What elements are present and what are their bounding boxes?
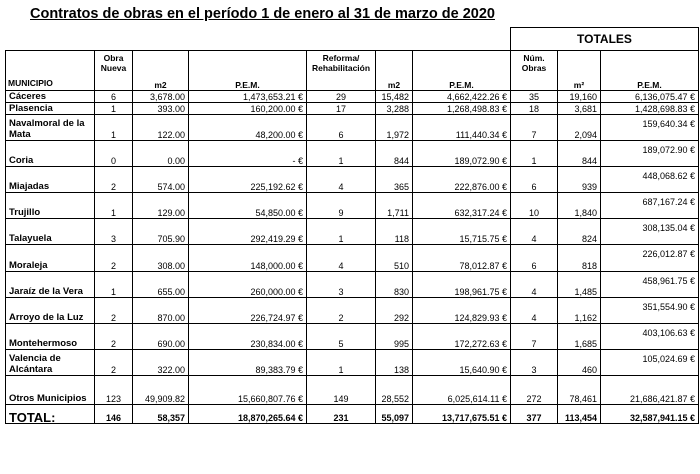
table-row: [6, 91, 699, 103]
cell-reforma: 5: [307, 324, 376, 350]
cell-pem-nueva: 18,870,265.64 €: [189, 405, 307, 424]
cell-pem-total: 105,024.69 €: [601, 350, 699, 376]
cell-obra-nueva: 3: [95, 219, 133, 245]
cell-num-obras: 7: [511, 115, 558, 141]
cell-municipio: Otros Municipios: [6, 376, 95, 405]
table-row: [6, 141, 699, 167]
cell-pem-nueva: 54,850.00 €: [189, 193, 307, 219]
cell-pem-total: 458,961.75 €: [601, 272, 699, 298]
cell-num-obras: 18: [511, 103, 558, 115]
cell-m2-reforma: 55,097: [376, 405, 413, 424]
table-row: [6, 298, 699, 324]
cell-obra-nueva: 2: [95, 298, 133, 324]
cell-m2-nueva: 0.00: [133, 141, 189, 167]
cell-pem-reforma: 6,025,614.11 €: [413, 376, 511, 405]
total-row: [6, 405, 699, 424]
header-num-obras: Núm. Obras: [511, 51, 558, 91]
cell-municipio: Navalmoral de la Mata: [6, 115, 95, 141]
header-m2-nueva: m2: [133, 51, 189, 91]
cell-reforma: 231: [307, 405, 376, 424]
cell-municipio: Arroyo de la Luz: [6, 298, 95, 324]
cell-pem-nueva: 89,383.79 €: [189, 350, 307, 376]
cell-municipio: TOTAL:: [6, 405, 95, 424]
table-row: [6, 167, 699, 193]
cell-municipio: Miajadas: [6, 167, 95, 193]
cell-m2-nueva: 705.90: [133, 219, 189, 245]
cell-m2-total: 78,461: [558, 376, 601, 405]
cell-pem-reforma: 1,268,498.83 €: [413, 103, 511, 115]
cell-pem-reforma: 15,640.90 €: [413, 350, 511, 376]
cell-pem-total: 189,072.90 €: [601, 141, 699, 167]
cell-m2-nueva: 122.00: [133, 115, 189, 141]
cell-m2-reforma: 844: [376, 141, 413, 167]
contracts-table: [5, 27, 699, 424]
cell-pem-total: 6,136,075.47 €: [601, 91, 699, 103]
cell-municipio: Valencia de Alcántara: [6, 350, 95, 376]
table-row: [6, 350, 699, 376]
cell-num-obras: 6: [511, 167, 558, 193]
cell-m2-total: 2,094: [558, 115, 601, 141]
cell-m2-reforma: 118: [376, 219, 413, 245]
cell-m2-nueva: 655.00: [133, 272, 189, 298]
cell-num-obras: 7: [511, 324, 558, 350]
header-m2-reforma: m2: [376, 51, 413, 91]
cell-obra-nueva: 2: [95, 167, 133, 193]
cell-m2-reforma: 28,552: [376, 376, 413, 405]
cell-obra-nueva: 1: [95, 193, 133, 219]
header-m2-total: m²: [558, 51, 601, 91]
cell-pem-total: 403,106.63 €: [601, 324, 699, 350]
header-obra-nueva: Obra Nueva: [95, 51, 133, 91]
cell-obra-nueva: 0: [95, 141, 133, 167]
cell-municipio: Moraleja: [6, 245, 95, 272]
cell-reforma: 1: [307, 219, 376, 245]
cell-m2-total: 19,160: [558, 91, 601, 103]
cell-reforma: 6: [307, 115, 376, 141]
cell-m2-nueva: 58,357: [133, 405, 189, 424]
cell-num-obras: 377: [511, 405, 558, 424]
cell-m2-nueva: 308.00: [133, 245, 189, 272]
cell-reforma: 4: [307, 245, 376, 272]
header-reforma: Reforma/ Rehabilitación: [307, 51, 376, 91]
cell-obra-nueva: 6: [95, 91, 133, 103]
cell-obra-nueva: 146: [95, 405, 133, 424]
cell-m2-reforma: 15,482: [376, 91, 413, 103]
cell-municipio: Talayuela: [6, 219, 95, 245]
cell-pem-reforma: 4,662,422.26 €: [413, 91, 511, 103]
cell-pem-nueva: 48,200.00 €: [189, 115, 307, 141]
cell-m2-nueva: 393.00: [133, 103, 189, 115]
cell-pem-reforma: 78,012.87 €: [413, 245, 511, 272]
cell-num-obras: 6: [511, 245, 558, 272]
cell-pem-reforma: 15,715.75 €: [413, 219, 511, 245]
page-title: Contratos de obras en el período 1 de enero al 31 de marzo de 2020: [30, 6, 495, 22]
cell-pem-reforma: 111,440.34 €: [413, 115, 511, 141]
cell-m2-total: 939: [558, 167, 601, 193]
cell-pem-total: 351,554.90 €: [601, 298, 699, 324]
cell-m2-reforma: 292: [376, 298, 413, 324]
cell-reforma: 1: [307, 141, 376, 167]
cell-pem-reforma: 172,272.63 €: [413, 324, 511, 350]
cell-m2-reforma: 3,288: [376, 103, 413, 115]
cell-reforma: 149: [307, 376, 376, 405]
cell-pem-reforma: 124,829.93 €: [413, 298, 511, 324]
cell-pem-total: 1,428,698.83 €: [601, 103, 699, 115]
cell-pem-nueva: 225,192.62 €: [189, 167, 307, 193]
cell-pem-total: 448,068.62 €: [601, 167, 699, 193]
cell-m2-total: 818: [558, 245, 601, 272]
cell-num-obras: 10: [511, 193, 558, 219]
cell-m2-nueva: 3,678.00: [133, 91, 189, 103]
cell-num-obras: 4: [511, 272, 558, 298]
cell-pem-total: 21,686,421.87 €: [601, 376, 699, 405]
cell-reforma: 1: [307, 350, 376, 376]
cell-reforma: 2: [307, 298, 376, 324]
cell-pem-nueva: 1,473,653.21 €: [189, 91, 307, 103]
table-row: [6, 193, 699, 219]
cell-reforma: 4: [307, 167, 376, 193]
cell-municipio: Montehermoso: [6, 324, 95, 350]
cell-obra-nueva: 1: [95, 115, 133, 141]
cell-obra-nueva: 2: [95, 324, 133, 350]
header-municipio: MUNICIPIO: [6, 51, 95, 91]
cell-pem-total: 32,587,941.15 €: [601, 405, 699, 424]
cell-m2-reforma: 138: [376, 350, 413, 376]
cell-municipio: Cáceres: [6, 91, 95, 103]
header-pem-reforma: P.E.M.: [413, 51, 511, 91]
cell-obra-nueva: 2: [95, 350, 133, 376]
cell-pem-reforma: 222,876.00 €: [413, 167, 511, 193]
cell-num-obras: 35: [511, 91, 558, 103]
cell-pem-nueva: 148,000.00 €: [189, 245, 307, 272]
cell-m2-nueva: 322.00: [133, 350, 189, 376]
cell-reforma: 3: [307, 272, 376, 298]
cell-m2-nueva: 690.00: [133, 324, 189, 350]
table-row: [6, 115, 699, 141]
cell-pem-nueva: 15,660,807.76 €: [189, 376, 307, 405]
cell-m2-total: 113,454: [558, 405, 601, 424]
cell-pem-total: 226,012.87 €: [601, 245, 699, 272]
cell-pem-nueva: 226,724.97 €: [189, 298, 307, 324]
cell-m2-total: 824: [558, 219, 601, 245]
cell-obra-nueva: 123: [95, 376, 133, 405]
table-row: [6, 103, 699, 115]
cell-pem-reforma: 632,317.24 €: [413, 193, 511, 219]
cell-m2-reforma: 510: [376, 245, 413, 272]
cell-pem-nueva: - €: [189, 141, 307, 167]
cell-pem-nueva: 160,200.00 €: [189, 103, 307, 115]
cell-pem-nueva: 230,834.00 €: [189, 324, 307, 350]
cell-m2-nueva: 574.00: [133, 167, 189, 193]
cell-pem-total: 687,167.24 €: [601, 193, 699, 219]
cell-pem-reforma: 13,717,675.51 €: [413, 405, 511, 424]
cell-num-obras: 272: [511, 376, 558, 405]
cell-pem-nueva: 292,419.29 €: [189, 219, 307, 245]
cell-m2-total: 460: [558, 350, 601, 376]
cell-m2-reforma: 1,711: [376, 193, 413, 219]
cell-num-obras: 1: [511, 141, 558, 167]
cell-m2-reforma: 995: [376, 324, 413, 350]
table-row: [6, 245, 699, 272]
totales-header: TOTALES: [511, 28, 699, 51]
cell-reforma: 9: [307, 193, 376, 219]
table-row: [6, 272, 699, 298]
cell-municipio: Plasencia: [6, 103, 95, 115]
cell-pem-total: 308,135.04 €: [601, 219, 699, 245]
cell-pem-nueva: 260,000.00 €: [189, 272, 307, 298]
cell-num-obras: 3: [511, 350, 558, 376]
cell-pem-reforma: 189,072.90 €: [413, 141, 511, 167]
cell-pem-total: 159,640.34 €: [601, 115, 699, 141]
cell-m2-total: 844: [558, 141, 601, 167]
cell-m2-nueva: 870.00: [133, 298, 189, 324]
header-pem-nueva: P.E.M.: [189, 51, 307, 91]
cell-m2-nueva: 49,909.82: [133, 376, 189, 405]
cell-m2-reforma: 365: [376, 167, 413, 193]
cell-m2-total: 1,685: [558, 324, 601, 350]
cell-obra-nueva: 1: [95, 272, 133, 298]
table-row: [6, 219, 699, 245]
cell-reforma: 17: [307, 103, 376, 115]
table-row: [6, 376, 699, 405]
cell-num-obras: 4: [511, 219, 558, 245]
cell-obra-nueva: 1: [95, 103, 133, 115]
cell-obra-nueva: 2: [95, 245, 133, 272]
cell-num-obras: 4: [511, 298, 558, 324]
table-row: [6, 324, 699, 350]
cell-m2-total: 1,840: [558, 193, 601, 219]
cell-m2-total: 3,681: [558, 103, 601, 115]
cell-municipio: Jaraíz de la Vera: [6, 272, 95, 298]
cell-m2-total: 1,162: [558, 298, 601, 324]
cell-m2-nueva: 129.00: [133, 193, 189, 219]
cell-municipio: Trujillo: [6, 193, 95, 219]
cell-pem-reforma: 198,961.75 €: [413, 272, 511, 298]
cell-m2-reforma: 1,972: [376, 115, 413, 141]
cell-m2-reforma: 830: [376, 272, 413, 298]
cell-municipio: Coria: [6, 141, 95, 167]
cell-m2-total: 1,485: [558, 272, 601, 298]
header-pem-total: P.E.M.: [601, 51, 699, 91]
cell-reforma: 29: [307, 91, 376, 103]
